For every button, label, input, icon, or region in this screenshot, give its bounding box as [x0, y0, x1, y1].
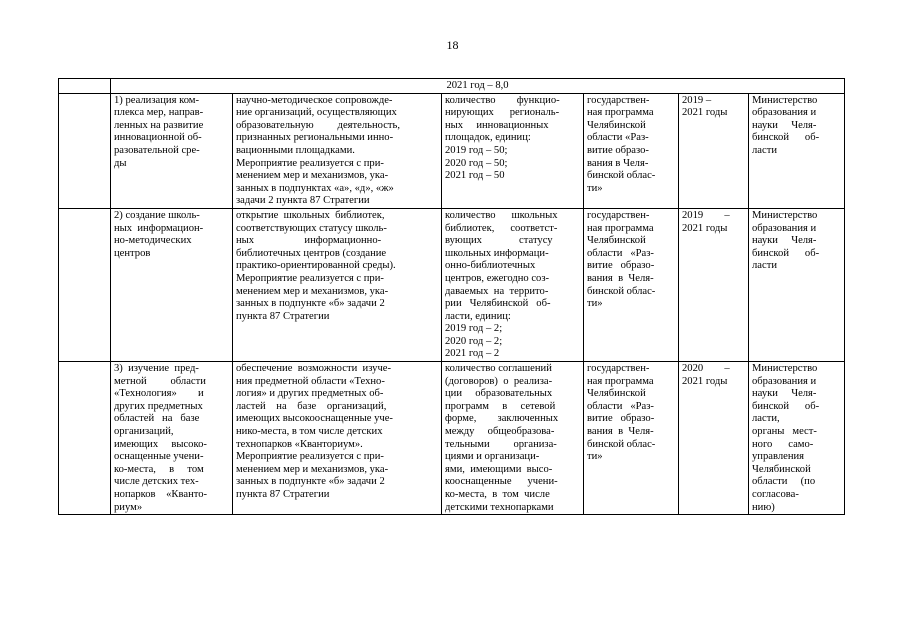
cell-text-line: ти» [587, 182, 603, 194]
measure-cell [111, 362, 233, 515]
cell-text-line: занных в подпункте «б» задачи 2 [236, 298, 385, 310]
cell-text-line: 1) реализация ком- [114, 94, 200, 106]
cell-text-line: между общеобразова- [445, 426, 555, 438]
cell-text-line: Министерство [752, 209, 818, 221]
cell-text-line: логия» и других предметных об- [236, 388, 384, 400]
period-cell [679, 362, 749, 515]
cell-text-line: государствен- [587, 363, 650, 375]
cell-text-line: 2021 годы [682, 375, 728, 387]
cell-text-line: центров [114, 247, 151, 259]
cell-text-line: бинской об- [752, 132, 820, 144]
section-header-row [59, 79, 845, 94]
cell-text-line: ние организаций, осуществляющих [236, 107, 397, 119]
cell-text-line: образования и [752, 375, 817, 387]
executor-cell [749, 93, 845, 208]
cell-text-line: программ в сетевой [445, 400, 556, 412]
indicator-cell [442, 93, 584, 208]
cell-text-line: нико-места, в том числе детских [236, 426, 383, 438]
cell-text-line: ко-места, в том числе [445, 489, 550, 500]
cell-text-line: центров, ежегодно соз- [445, 272, 550, 284]
cell-text-line: имеющих высоко- [114, 438, 207, 450]
cell-text-line: признанных региональными инно- [236, 132, 394, 144]
cell-text-line: ного само- [752, 438, 814, 450]
table-row [59, 93, 845, 208]
cell-text-line: пункта 87 Стратегии [236, 489, 330, 500]
cell-text-line: нопарков «Кванто- [114, 489, 208, 500]
cell-text-line: (договоров) о реализа- [445, 375, 553, 387]
executor-cell [749, 208, 845, 361]
cell-text-line: школьных информаци- [445, 247, 549, 259]
period-cell [679, 93, 749, 208]
cell-text-line: ды [114, 157, 127, 169]
cell-text-line: вания в Челя- [587, 426, 654, 438]
cell-text-line: ная программа [587, 222, 654, 234]
cell-text-line: науки Челя- [752, 388, 817, 400]
cell-text-line: согласова- [752, 489, 799, 500]
cell-text-line: занных в подпунктах «а», «д», «ж» [236, 182, 394, 194]
cell-text-line: науки Челя- [752, 235, 817, 247]
cell-text-line: Челябинской [587, 119, 646, 131]
cell-text-line: ями, имеющими высо- [445, 463, 553, 475]
cell-text-line: образования и [752, 222, 817, 234]
cell-text-line: ленных на развитие [114, 119, 204, 131]
cell-text-line: 2019 год – 2; [445, 323, 503, 335]
cell-text-line: области «Раз- [587, 400, 654, 412]
cell-text-line: кооснащенные учени- [445, 476, 558, 488]
cell-text-line: бинской облас- [587, 438, 656, 450]
cell-text-line: витие образо- [587, 413, 655, 425]
cell-text-line: бинской об- [752, 247, 820, 259]
cell-text-line: онно-библиотечных [445, 260, 536, 272]
cell-text-line: библиотечных центров (создание [236, 247, 387, 259]
cell-text-line: ных информационно- [236, 235, 382, 247]
executor-cell [749, 362, 845, 515]
cell-text-line: области (по [752, 476, 816, 488]
cell-text-line: Челябинской [752, 463, 811, 475]
cell-text-line: витие образо- [587, 260, 655, 272]
cell-text-line: тельными организа- [445, 438, 557, 450]
cell-text-line: ласти [752, 144, 777, 156]
cell-text-line: 2020 год – 50; [445, 157, 508, 169]
cell-text-line: менением мер и механизмов, ука- [236, 463, 389, 475]
cell-text-line: менением мер и механизмов, ука- [236, 170, 389, 182]
row-number-cell [59, 362, 111, 515]
cell-text-line: области «Раз- [587, 132, 649, 144]
cell-text-line: открытие школьных библиотек, [236, 209, 385, 221]
cell-text-line: 2019 – [682, 94, 712, 106]
program-cell [584, 93, 679, 208]
cell-text-line: бинской об- [752, 400, 820, 412]
cell-text-line: ласти, [752, 413, 780, 425]
cell-text-line: числе детских тех- [114, 476, 199, 488]
period-cell [679, 208, 749, 361]
measure-cell [111, 93, 233, 208]
row-number-cell [59, 208, 111, 361]
cell-text-line: занных в подпункте «б» задачи 2 [236, 476, 385, 488]
section-header-number-cell [59, 79, 111, 94]
cell-text-line: вания в Челя- [587, 272, 654, 284]
cell-text-line: количество соглашений [445, 363, 552, 375]
cell-text-line: обеспечение возможности изуче- [236, 363, 392, 375]
cell-text-line: пункта 87 Стратегии [236, 310, 330, 322]
cell-text-line: образовательную деятельность, [236, 119, 401, 131]
cell-text-line: оснащенные учени- [114, 451, 204, 463]
cell-text-line: ная программа [587, 375, 654, 387]
cell-text-line: менением мер и механизмов, ука- [236, 285, 389, 297]
cell-text-line: государствен- [587, 209, 650, 221]
cell-text-line: площадок, единиц: [445, 132, 531, 144]
cell-text-line: 2021 год – 2 [445, 348, 500, 360]
cell-text-line: нирующих региональ- [445, 107, 560, 119]
cell-text-line: 2020 год – 2; [445, 335, 503, 347]
cell-text-line: количество функцио- [445, 94, 560, 106]
cell-text-line: образования и [752, 107, 817, 119]
cell-text-line: задачи 2 пункта 87 Стратегии [236, 195, 370, 207]
indicator-cell [442, 362, 584, 515]
cell-text-line: вационными площадками. [236, 144, 355, 156]
cell-text-line: практико-ориентированной среды). [236, 260, 396, 272]
cell-text-line: вания в Челя- [587, 157, 649, 169]
table-row [59, 362, 845, 515]
cell-text-line: ластей на базе организаций, [236, 400, 387, 412]
cell-text-line: 2020 – [682, 363, 730, 375]
cell-text-line: количество школьных [445, 209, 558, 221]
cell-text-line: плекса мер, направ- [114, 107, 204, 119]
cell-text-line: технопарков «Кванториум». [236, 438, 363, 450]
cell-text-line: 2019 – [682, 209, 730, 221]
cell-text-line: области «Раз- [587, 247, 654, 259]
cell-text-line: нию) [752, 501, 775, 513]
cell-text-line: Челябинской [587, 235, 646, 247]
cell-text-line: 2019 год – 50; [445, 144, 508, 156]
cell-text-line: управления [752, 451, 805, 463]
measures-table [58, 78, 845, 515]
cell-text-line: ласти, единиц: [445, 310, 511, 322]
cell-text-line: научно-методическое сопровожде- [236, 94, 393, 106]
cell-text-line: 2) создание школь- [114, 209, 200, 221]
section-header: 2021 год – 8,0 [111, 79, 845, 94]
cell-text-line: инновационной об- [114, 132, 202, 144]
cell-text-line: бинской облас- [587, 285, 656, 297]
cell-text-line: ко-места, в том [114, 463, 204, 475]
cell-text-line: 3) изучение пред- [114, 363, 199, 375]
cell-text-line: бинской облас- [587, 170, 656, 182]
cell-text-line: ния предметной области «Техно- [236, 375, 385, 387]
cell-text-line: государствен- [587, 94, 650, 106]
cell-text-line: Министерство [752, 94, 818, 106]
cell-text-line: 2021 годы [682, 222, 728, 234]
row-number-cell [59, 93, 111, 208]
cell-text-line: ных информацион- [114, 222, 204, 234]
cell-text-line: ти» [587, 451, 603, 463]
program-cell [584, 362, 679, 515]
cell-text-line: вующих статусу [445, 235, 553, 247]
cell-text-line: детскими технопарками [445, 501, 554, 513]
indicator-cell [442, 208, 584, 361]
cell-text-line: даваемых на террито- [445, 285, 549, 297]
cell-text-line: органы мест- [752, 426, 817, 438]
cell-text-line: областей на базе [114, 413, 200, 425]
cell-text-line: 2021 год – 50 [445, 170, 505, 182]
cell-text-line: ласти [752, 260, 777, 272]
cell-text-line: ции образовательных [445, 388, 553, 400]
cell-text-line: ная программа [587, 107, 654, 119]
cell-text-line: имеющих высокооснащенные уче- [236, 413, 393, 425]
cell-text-line: Министерство [752, 363, 818, 375]
cell-text-line: организаций, [114, 426, 174, 438]
table-row [59, 208, 845, 361]
cell-text-line: Мероприятие реализуется с при- [236, 272, 384, 284]
cell-text-line: Мероприятие реализуется с при- [236, 451, 384, 463]
cell-text-line: «Технология» и [114, 388, 204, 400]
cell-text-line: циями и организаци- [445, 451, 540, 463]
cell-text-line: риум» [114, 501, 143, 513]
cell-text-line: ных инновационных [445, 119, 549, 131]
cell-text-line: соответствующих статусу школь- [236, 222, 387, 234]
page-number: 18 [446, 38, 459, 52]
cell-text-line: но-методических [114, 235, 192, 247]
cell-text-line: науки Челя- [752, 119, 817, 131]
cell-text-line: форме, заключенных [445, 413, 559, 425]
cell-text-line: Челябинской [587, 388, 646, 400]
cell-text-line: ти» [587, 298, 603, 310]
cell-text-line: разовательной сре- [114, 144, 200, 156]
measure-cell [111, 208, 233, 361]
content-cell [233, 362, 442, 515]
cell-text-line: витие образо- [587, 144, 649, 156]
cell-text-line: библиотек, соответст- [445, 222, 558, 234]
cell-text-line: метной области [114, 375, 206, 387]
cell-text-line: других предметных [114, 400, 203, 412]
content-cell [233, 93, 442, 208]
program-cell [584, 208, 679, 361]
cell-text-line: рии Челябинской об- [445, 298, 551, 310]
cell-text-line: Мероприятие реализуется с при- [236, 157, 384, 169]
content-cell [233, 208, 442, 361]
cell-text-line: 2021 годы [682, 107, 728, 119]
